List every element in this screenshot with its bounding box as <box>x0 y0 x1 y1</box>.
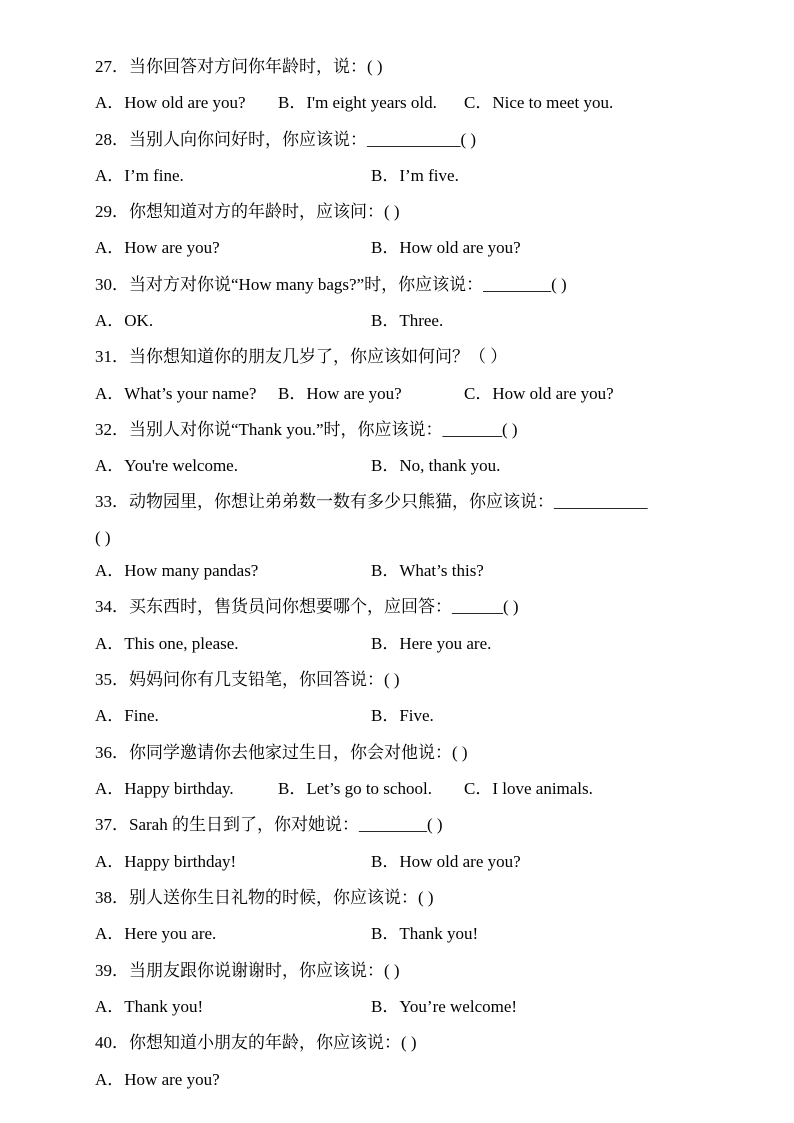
question-33-option-a: A．How many pandas? <box>95 561 259 580</box>
question-38-option-b: B．Thank you! <box>371 924 479 943</box>
question-31-option-a: A．What’s your name? <box>95 384 257 403</box>
question-35-option-a: A．Fine. <box>95 706 159 725</box>
question-34-option-b: B．Here you are. <box>371 634 492 653</box>
question-27-option-a: A．How old are you? <box>95 93 246 112</box>
question-37-option-b: B．How old are you? <box>371 852 521 871</box>
question-36-option-c: C．I love animals. <box>464 779 593 798</box>
question-33-stem-continued: ( ) <box>95 528 111 547</box>
question-29-option-b: B．How old are you? <box>371 238 521 257</box>
question-32-stem: 32．当别人对你说“Thank you.”时，你应该说：_______( ) <box>95 420 518 439</box>
question-32-option-a: A．You're welcome. <box>95 456 238 475</box>
question-36-option-b: B．Let’s go to school. <box>278 779 432 798</box>
question-39-stem: 39．当朋友跟你说谢谢时，你应该说：( ) <box>95 961 400 980</box>
question-35-stem: 35．妈妈问你有几支铅笔，你回答说：( ) <box>95 670 400 689</box>
question-28-option-a: A．I’m fine. <box>95 166 184 185</box>
question-28-stem: 28．当别人向你问好时，你应该说：___________( ) <box>95 130 477 149</box>
question-37-option-a: A．Happy birthday! <box>95 852 237 871</box>
question-27-option-c: C．Nice to meet you. <box>464 93 614 112</box>
question-39-option-a: A．Thank you! <box>95 997 204 1016</box>
question-33-stem: 33．动物园里，你想让弟弟数一数有多少只熊猫，你应该说：___________ <box>95 492 648 511</box>
question-30-option-a: A．OK. <box>95 311 154 330</box>
question-40-stem: 40．你想知道小朋友的年龄，你应该说：( ) <box>95 1033 417 1052</box>
question-36-stem: 36．你同学邀请你去他家过生日，你会对他说：( ) <box>95 743 468 762</box>
question-29-stem: 29．你想知道对方的年龄时，应该问：( ) <box>95 202 400 221</box>
question-29-option-a: A．How are you? <box>95 238 220 257</box>
question-40-option-a: A．How are you? <box>95 1070 220 1089</box>
question-30-option-b: B．Three. <box>371 311 444 330</box>
question-31-option-b: B．How are you? <box>278 384 402 403</box>
question-28-option-b: B．I’m five. <box>371 166 459 185</box>
question-27-stem: 27．当你回答对方问你年龄时，说：( ) <box>95 57 383 76</box>
question-31-option-c: C．How old are you? <box>464 384 614 403</box>
question-39-option-b: B．You’re welcome! <box>371 997 518 1016</box>
question-34-option-a: A．This one, please. <box>95 634 239 653</box>
question-35-option-b: B．Five. <box>371 706 434 725</box>
question-30-stem: 30．当对方对你说“How many bags?”时，你应该说：________( ) <box>95 275 567 294</box>
question-34-stem: 34．买东西时，售货员问你想要哪个，应回答：______( ) <box>95 597 519 616</box>
question-36-option-a: A．Happy birthday. <box>95 779 234 798</box>
question-31-stem: 31．当你想知道你的朋友几岁了，你应该如何问？（ ） <box>95 347 508 366</box>
question-37-stem: 37．Sarah 的生日到了，你对她说：________( ) <box>95 815 443 834</box>
question-38-option-a: A．Here you are. <box>95 924 217 943</box>
question-27-option-b: B．I'm eight years old. <box>278 93 437 112</box>
question-38-stem: 38．别人送你生日礼物的时候，你应该说：( ) <box>95 888 434 907</box>
question-32-option-b: B．No, thank you. <box>371 456 501 475</box>
question-33-option-b: B．What’s this? <box>371 561 484 580</box>
